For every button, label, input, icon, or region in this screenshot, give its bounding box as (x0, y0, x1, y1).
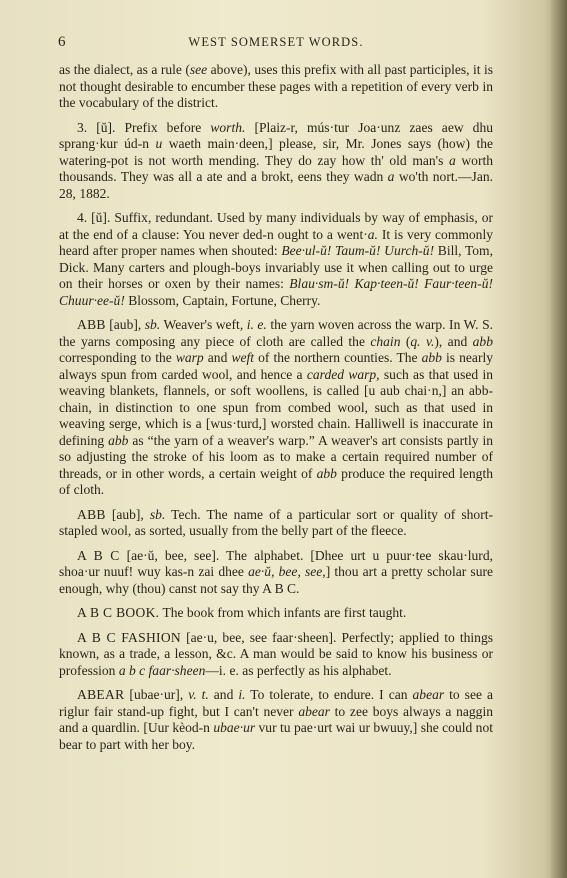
italic-text: carded warp, (306, 366, 380, 382)
italic-text: sb. (149, 506, 166, 522)
paragraph-entry-abear (59, 687, 493, 753)
paragraph-entry-abb-1 (59, 317, 493, 499)
italic-text: abear (412, 687, 445, 702)
text-run: To tolerate, to endure. I can (245, 687, 413, 702)
text-run: ] thou art a pretty scholar sure enough, why (thou) canst not say thy A B C. (59, 564, 493, 596)
text-run: Blossom, Captain, Fortune, Cherry. (124, 292, 321, 308)
text-run: above), uses this prefix with all past participles, it is not thought desirable to encumber these pages with a repetition of every verb in the vocabulary of the district. (59, 62, 493, 110)
text-run: [ae·ŭ, bee, see]. The alphabet. [Dhee urt u puur·tee skau·lurd, shoa·ur nuuf! wuy kas-n zai dhee (59, 547, 493, 579)
paragraph-entry-3-u (59, 120, 493, 203)
italic-text: abb (316, 465, 337, 481)
text-run: is nearly always spun from carded wool, and hence a (59, 350, 493, 382)
headword: A B C (77, 547, 120, 563)
italic-text: a (387, 169, 395, 184)
text-run: [aub], (105, 506, 150, 522)
paragraph-entry-abc-fashion (59, 630, 493, 680)
text-run: wo'th nort.—Jan. 28, 1882. (59, 169, 493, 201)
paragraph-entry-4-u (59, 210, 493, 309)
text-run: the yarn woven across the warp. In W. S. the yarns composing any piece of cloth are called the (59, 317, 493, 349)
italic-text: ubae·ur (213, 720, 256, 735)
italic-text: u (155, 136, 163, 151)
paragraph-entry-abc (59, 548, 493, 598)
text-run: [ae·u, bee, see faar·sheen]. Perfectly; applied to things known, as a trade, a lesson, &c. A man would be said to know his business or profession (59, 629, 493, 678)
text-run: [aub], (105, 317, 145, 332)
text-run: Weaver's weft, (160, 317, 247, 332)
headword: ABB (77, 506, 106, 522)
italic-text: see (189, 62, 208, 77)
italic-text: a. (367, 226, 378, 242)
paragraph-entry-abb-2 (59, 507, 493, 540)
text-run: It is very commonly heard after proper names when shouted: (59, 226, 493, 258)
italic-text: warp (175, 350, 204, 365)
text-run: ), and (434, 333, 473, 349)
italic-text: abb (472, 333, 493, 349)
text-run: such as that used in weaving blankets, flannels, or soft woollens, is called [u aub chai·n,] an abb-chain, in distinction to one spun from combed wool, such as that used in weaving serge, which is a [wus·turd,] worsted chain. Halliwell is inaccurate in defining (59, 366, 494, 448)
headword: ABEAR (77, 687, 125, 702)
italic-text: abb (108, 432, 129, 448)
text-run: The book from which infants are first taught. (159, 605, 407, 620)
book-spine-shadow (551, 0, 567, 878)
italic-text: weft (231, 350, 255, 365)
text-run: vur tu pae·urt wai ur bwuuy,] she could not bear to part with her boy. (59, 720, 493, 752)
italic-text: i. (238, 687, 246, 702)
text-run: and (203, 350, 232, 365)
text-run: as the dialect, as a rule ( (59, 62, 190, 77)
text-run: —i. e. as perfectly as his alphabet. (205, 662, 392, 678)
text-run: of the northern counties. The (254, 350, 422, 365)
italic-text: abb (421, 350, 442, 365)
italic-text: sb. (144, 317, 161, 332)
headword: A B C BOOK. (77, 605, 160, 620)
text-run: Tech. The name of a particular sort or quality of short-stapled wool, as sorted, usually from the belly part of the fleece. (59, 506, 493, 538)
text-run: [Plaiz-r, mús·tur Joa·unz zaes aew dhu sprang·kur úd-n (59, 119, 494, 151)
page-header (58, 34, 494, 52)
text-run: to zee boys always a naggin and a quardlin. [Uur kèod-n (59, 703, 493, 735)
running-title: WEST SOMERSET WORDS. (188, 35, 364, 49)
italic-text: chain (370, 333, 401, 349)
italic-text: abear (298, 703, 330, 719)
italic-text: q. v. (410, 333, 435, 349)
text-run: ( (400, 333, 411, 349)
paragraph-entry-abc-book (59, 605, 493, 622)
italic-text: i. e. (246, 317, 267, 332)
italic-text: worth. (210, 119, 246, 135)
text-run: to see a riglur fair stand-up fight, but I can't never (59, 687, 493, 719)
text-run: corresponding to the (59, 350, 176, 365)
text-run: and (208, 687, 239, 702)
text-run: Bill, Tom, Dick. Many carters and plough-boys invariably use it when calling out to urge on their horses or oxen by their names: (59, 243, 493, 291)
italic-text: a b c faar·sheen (118, 662, 206, 678)
italic-text: v. t. (188, 687, 209, 702)
text-run: as “the yarn of a weaver's warp.” A weaver's art consists partly in so adjusting the stroke of his loom as to make a certain required number of threads, or in other words, a certain weight of (59, 432, 493, 481)
body-text (59, 62, 493, 761)
italic-text: a (448, 152, 456, 168)
page-number: 6 (58, 34, 66, 50)
text-run: 3. [ŭ]. Prefix before (77, 119, 211, 135)
headword: A B C FASHION (77, 629, 182, 645)
text-run: produce the required length of cloth. (59, 465, 493, 497)
paragraph-continuation (59, 62, 493, 112)
italic-text: ae·ŭ, bee, see, (248, 564, 326, 579)
text-run: worth thousands. They was all a ate and a brokt, eens they wadn (59, 152, 493, 184)
headword: ABB (77, 317, 106, 332)
text-run: [ubae·ur], (124, 687, 189, 702)
italic-text: Blau·sm-ŭ! Kap·teen-ŭ! Faur·teen-ŭ! Chuur·ee-ŭ! (59, 276, 494, 308)
text-run: 4. [ŭ]. Suffix, redundant. Used by many individuals by way of emphasis, or at the end of a clause: You never ded-n ought to a went· (59, 210, 493, 242)
text-run: waeth main·deen,] please, sir, Mr. Jones says (how) the watering-pot is not worth mending. They do zay how th' old man's (59, 136, 493, 168)
italic-text: Bee·ul-ŭ! Taum-ŭ! Uurch-ŭ! (281, 243, 435, 258)
